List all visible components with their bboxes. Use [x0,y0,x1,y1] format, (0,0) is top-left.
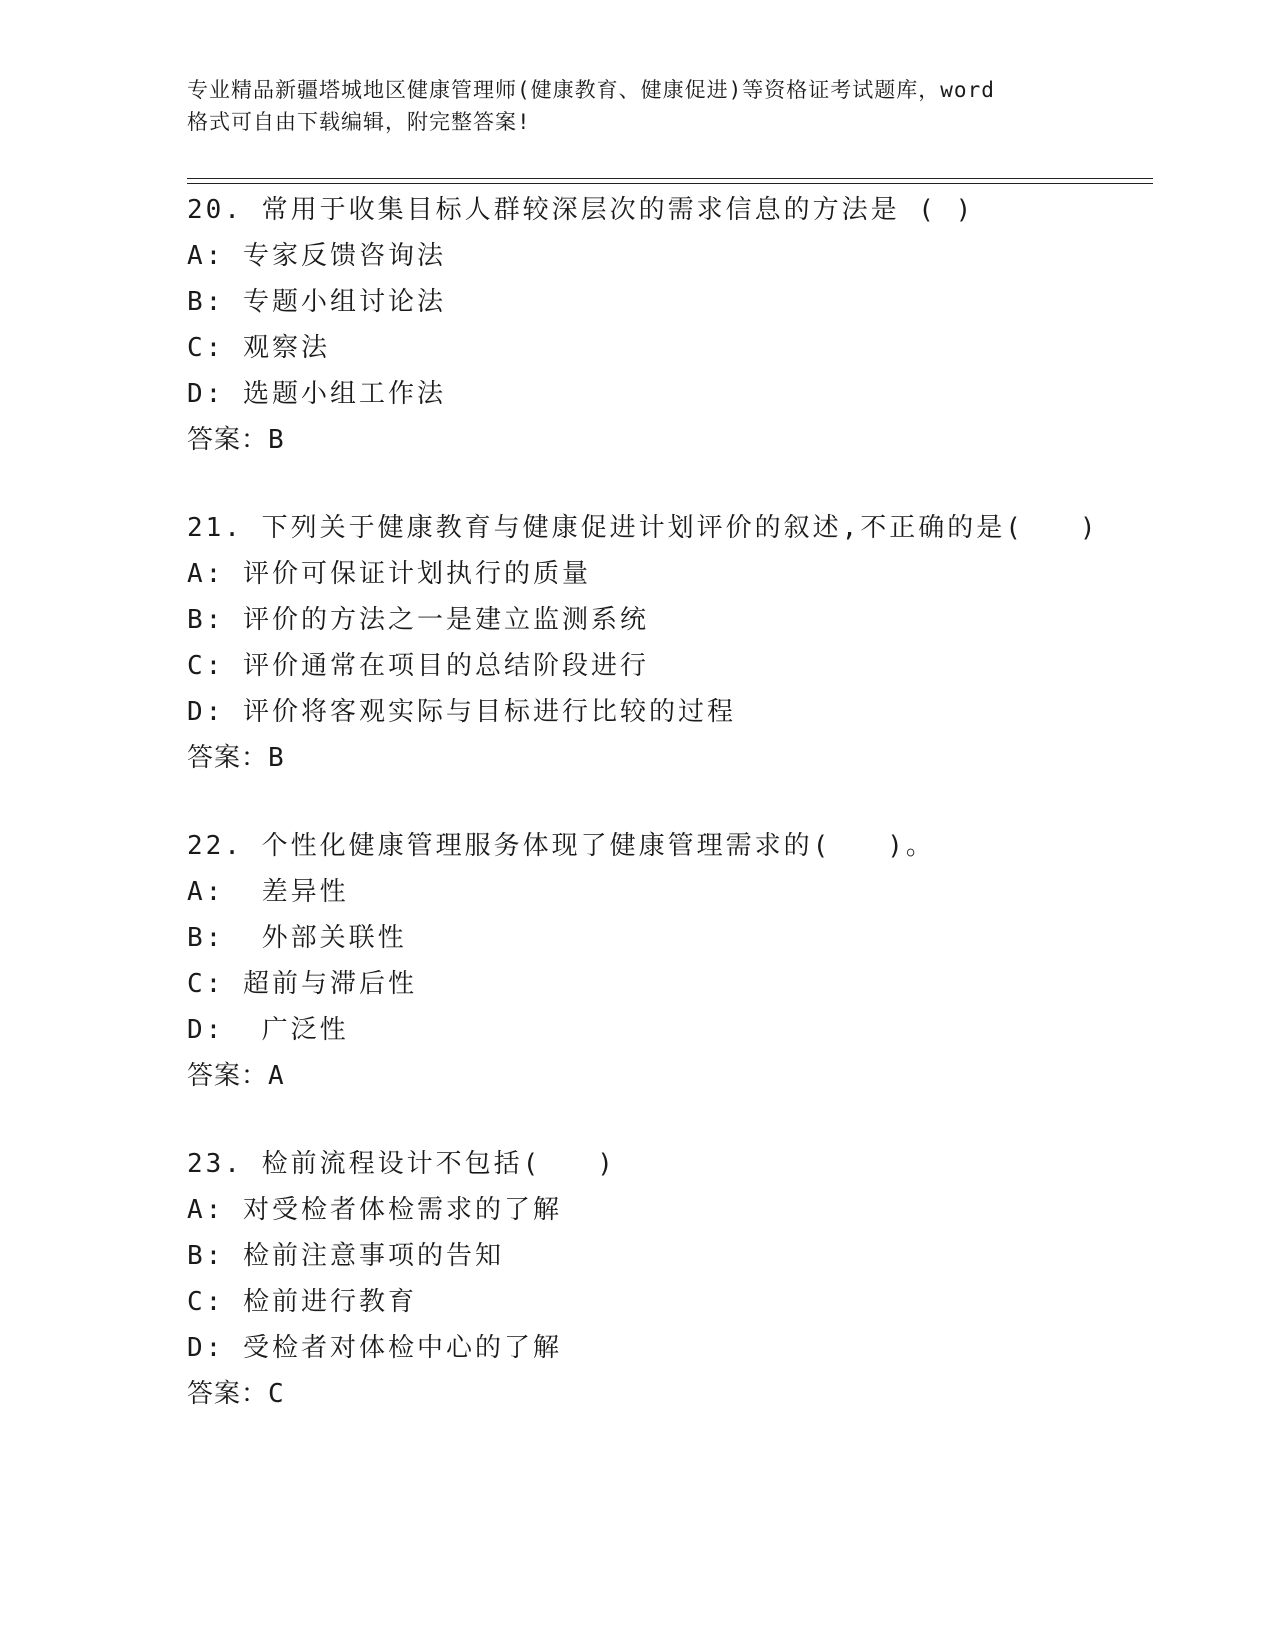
answer-label: 答案： [187,1379,269,1409]
option-b: B: 外部关联性 [187,923,407,953]
answer-label: 答案： [187,1061,269,1091]
option-a: A: 差异性 [187,877,349,907]
option-a: A: 评价可保证计划执行的质量 [187,559,591,589]
answer-value: B [268,743,285,773]
answer-line [187,735,1147,781]
question-22 [187,823,1147,1099]
option-c: C: 超前与滞后性 [187,969,417,999]
answer-line [187,417,1147,463]
header-divider-top [187,178,1153,179]
option-b: B: 专题小组讨论法 [187,287,446,317]
option-d: D: 选题小组工作法 [187,379,446,409]
question-20 [187,187,1147,463]
question-stem: 21. 下列关于健康教育与健康促进计划评价的叙述,不正确的是( ) [187,513,1099,543]
option-b: B: 检前注意事项的告知 [187,1241,504,1271]
option-c: C: 评价通常在项目的总结阶段进行 [187,651,649,681]
header-line-1: 专业精品新疆塔城地区健康管理师(健康教育、健康促进)等资格证考试题库，word [187,78,995,102]
question-stem: 20. 常用于收集目标人群较深层次的需求信息的方法是 ( ) [187,195,975,225]
header-divider-bottom [187,183,1153,184]
answer-label: 答案： [187,743,269,773]
document-header [187,74,1087,138]
option-c: C: 观察法 [187,333,330,363]
answer-line [187,1371,1147,1417]
answer-value: A [268,1061,285,1091]
option-a: A: 对受检者体检需求的了解 [187,1195,562,1225]
answer-value: C [268,1379,285,1409]
option-c: C: 检前进行教育 [187,1287,417,1317]
option-b: B: 评价的方法之一是建立监测系统 [187,605,649,635]
question-21 [187,505,1147,781]
question-stem: 23. 检前流程设计不包括( ) [187,1149,616,1179]
answer-value: B [268,425,285,455]
option-d: D: 广泛性 [187,1015,349,1045]
question-stem: 22. 个性化健康管理服务体现了健康管理需求的( )。 [187,831,935,861]
answer-label: 答案： [187,425,269,455]
question-23 [187,1141,1147,1417]
answer-line [187,1053,1147,1099]
option-d: D: 评价将客观实际与目标进行比较的过程 [187,697,736,727]
header-line-2: 格式可自由下载编辑，附完整答案! [187,110,531,134]
option-a: A: 专家反馈咨询法 [187,241,446,271]
option-d: D: 受检者对体检中心的了解 [187,1333,562,1363]
